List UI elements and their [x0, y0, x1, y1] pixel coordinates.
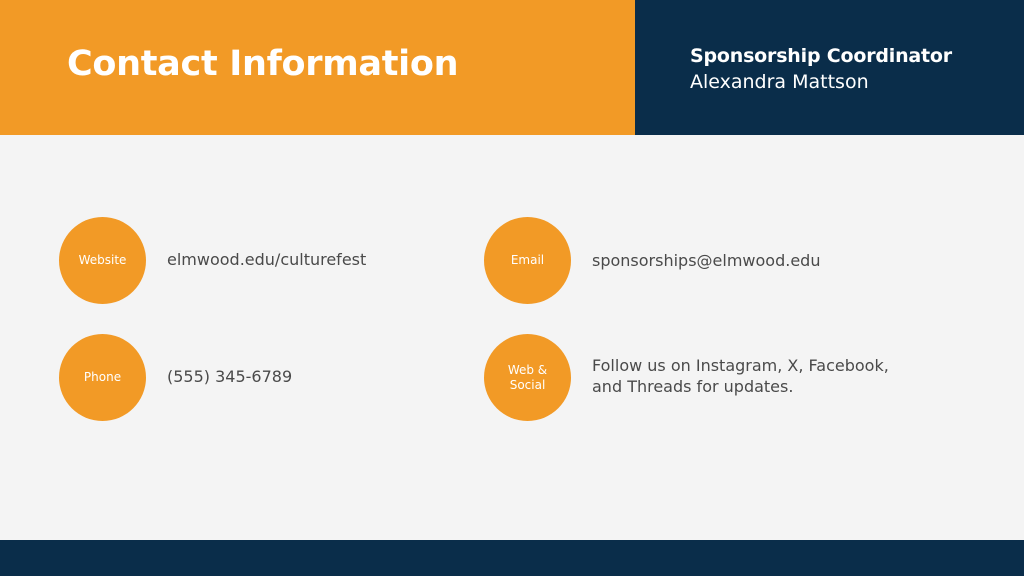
- social-badge-label-line2: Social: [509, 377, 546, 392]
- phone-badge-label: Phone: [83, 370, 122, 384]
- email-badge-label: Email: [510, 253, 545, 267]
- coordinator-banner: [635, 0, 1024, 135]
- website-badge-label: Website: [78, 253, 127, 267]
- page-title: Contact Information: [67, 44, 459, 84]
- email-link[interactable]: sponsorships@elmwood.edu: [592, 251, 821, 270]
- social-badge-label: [508, 363, 547, 393]
- coordinator-name: Alexandra Mattson: [690, 71, 869, 93]
- coordinator-role: Sponsorship Coordinator: [690, 45, 952, 67]
- phone-badge: [59, 334, 146, 421]
- social-badge-label-line1: Web &: [507, 362, 548, 377]
- social-badge: [484, 334, 571, 421]
- social-info: [592, 355, 889, 397]
- social-info-line2: and Threads for updates.: [592, 377, 794, 396]
- footer-bar: [0, 540, 1024, 576]
- email-badge: [484, 217, 571, 304]
- social-info-line1: Follow us on Instagram, X, Facebook,: [592, 356, 889, 375]
- website-badge: [59, 217, 146, 304]
- website-link[interactable]: elmwood.edu/culturefest: [167, 250, 367, 269]
- title-banner: [0, 0, 635, 135]
- phone-number: (555) 345-6789: [167, 367, 293, 386]
